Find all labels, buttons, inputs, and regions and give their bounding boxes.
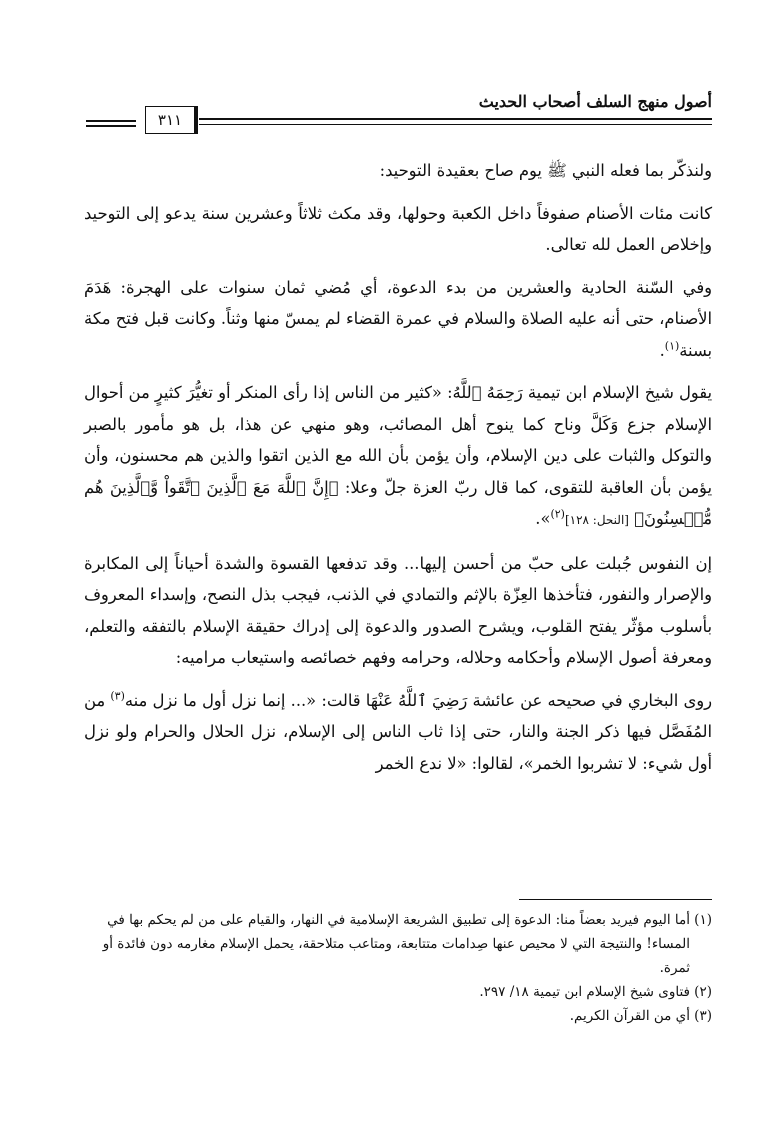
footnote-3	[84, 1004, 712, 1028]
paragraph-4-text: يقول شيخ الإسلام ابن تيمية رَحِمَهُ ٱللَّهُ: «كثير من الناس إذا رأى المنكر أو تغيُّرَ كثيرٍ من أحوال الإسلام جزع وَكَلَّ وناح كما ينوح أهل المصائب، وهو منهي عن هذا، بل هو مأمور بالصبر والتوكل والثبات على دين الإسلام، وأن يؤمن بأن الله مع الذين اتقوا والذين هم محسنون، وأن يؤمن بأن العاقبة للتقوى، كما قال ربّ العزة جلّ وعلا:	[84, 383, 712, 497]
footnote-ref-1: (١)	[664, 339, 680, 353]
paragraph-3	[84, 272, 712, 367]
paragraph-2: كانت مئات الأصنام صفوفاً داخل الكعبة وحولها، وقد مكث ثلاثاً وعشرين سنة يدعو إلى التوحيد وإخلاص العمل لله تعالى.	[84, 203, 712, 254]
paragraph-3-text: وفي السّنة الحادية والعشرين من بدء الدعوة، أي مُضي ثمان سنوات على الهجرة: هَدَمَ الأصنام، حتى أنه عليه الصلاة والسلام في عمرة القضاء لم يمسّ منها وثناً. وكانت قبل فتح مكة بسنة	[84, 277, 712, 360]
verse-reference: [النحل: ١٢٨]	[564, 513, 629, 527]
paragraph-6-text-a: روى البخاري في صحيحه عن عائشة رَضِيَ ٱللَّهُ عَنْهَا قالت: «... إنما نزل أول ما نزل منه	[124, 690, 712, 710]
quran-verse: ﴿إِنَّ ٱللَّهَ مَعَ ٱلَّذِينَ ٱتَّقَواْ وَّٱلَّذِينَ هُم مُّحۡسِنُونَ﴾	[84, 477, 712, 528]
page-number-rule-bottom	[86, 125, 136, 127]
paragraph-5: إن النفوس جُبلت على حبّ من أحسن إليها... وقد تدفعها القسوة والشدة أحياناً إلى المكابرة والإصرار والنفور، فتأخذها العِزّة بالإثم والتمادي في الذنب، فيجب بذل النصح، وإسداء المعروف بأسلوب مؤثّر يفتح القلوب، ويشرح الصدور والدعوة إلى إدراك حقيقة الإسلام بالتفقه والتعلم، ومعرفة أصول الإسلام وأحكامه وحلاله، وحرامه وفهم خصائصه واستيعاب مراميه:	[84, 553, 712, 667]
paragraph-1: ولنذكّر بما فعله النبي ﷺ يوم صاح بعقيدة التوحيد:	[379, 161, 712, 180]
paragraph-4	[84, 377, 712, 537]
footnote-separator	[519, 899, 712, 900]
footnotes	[84, 908, 712, 1028]
footnote-3-mark: (٣)	[694, 1008, 712, 1024]
footnote-2-mark: (٢)	[694, 984, 712, 1000]
footnote-1	[84, 908, 712, 980]
paragraph-4-end: ».	[535, 509, 551, 528]
main-text	[84, 155, 712, 790]
page-header	[84, 90, 712, 136]
paragraph-6	[84, 685, 712, 780]
paragraph-3-end: .	[659, 340, 665, 360]
footnote-1-mark: (١)	[694, 912, 712, 928]
footnote-2	[84, 980, 712, 1004]
footnote-3-text: أي من القرآن الكريم.	[569, 1008, 690, 1024]
footnote-ref-2: (٢)	[550, 507, 565, 521]
header-rule-thick	[199, 118, 712, 120]
paragraph-6-text-b: من المُفَصَّل فيها ذكر الجنة والنار، حتى إذا ثاب الناس إلى الإسلام، نزل الحلال والحرام ولو نزل أول شيء: لا تشربوا الخمر»، لقالوا: «لا ندع الخمر	[84, 690, 712, 773]
page-number-rule-top	[86, 120, 136, 122]
header-rule-thin	[199, 124, 712, 125]
footnote-ref-3: (٣)	[110, 689, 125, 703]
footnote-1-text: أما اليوم فيريد بعضاً منا: الدعوة إلى تطبيق الشريعة الإسلامية في النهار، والقيام على من لم يحكم بها في المساء! والنتيجة التي لا محيص عنها صِدامات متتابعة، ومتاعب متلاحقة، يحمل الإسلام مغارمه دون فائدة أو ثمرة.	[102, 912, 690, 976]
page-number: ٣١١	[145, 106, 198, 134]
footnote-2-text: فتاوى شيخ الإسلام ابن تيمية ١٨/ ٢٩٧.	[479, 984, 690, 1000]
running-title: أصول منهج السلف أصحاب الحديث	[478, 92, 712, 111]
